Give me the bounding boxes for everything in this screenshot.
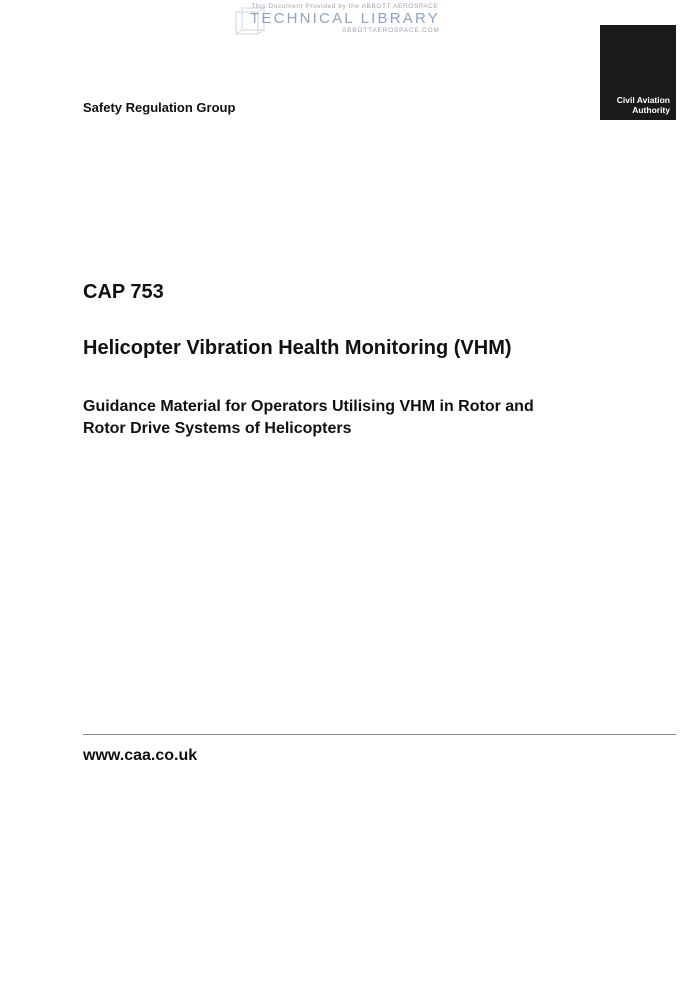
crescent-icon [600,25,676,95]
document-subtitle [83,396,643,440]
logo-line-2: Authority [632,105,670,115]
watermark [232,2,458,42]
website-link[interactable]: www.caa.co.uk [83,747,198,764]
divider [83,734,676,735]
document-title: Helicopter Vibration Health Monitoring (VHM) [83,337,512,359]
subtitle-line-1: Guidance Material for Operators Utilising VHM in Rotor and [83,398,534,415]
watermark-url: ABBOTTAEROSPACE.COM [342,27,440,34]
watermark-title: TECHNICAL LIBRARY [250,10,440,27]
caa-logo [600,25,676,120]
logo-line-1: Civil Aviation [616,95,670,105]
logo-text [600,95,670,115]
document-code: CAP 753 [83,281,164,303]
watermark-provider: This Document Provided by the ABBOTT AEROSPACE [251,3,439,10]
subtitle-line-2: Rotor Drive Systems of Helicopters [83,420,352,437]
group-label: Safety Regulation Group [83,100,236,115]
